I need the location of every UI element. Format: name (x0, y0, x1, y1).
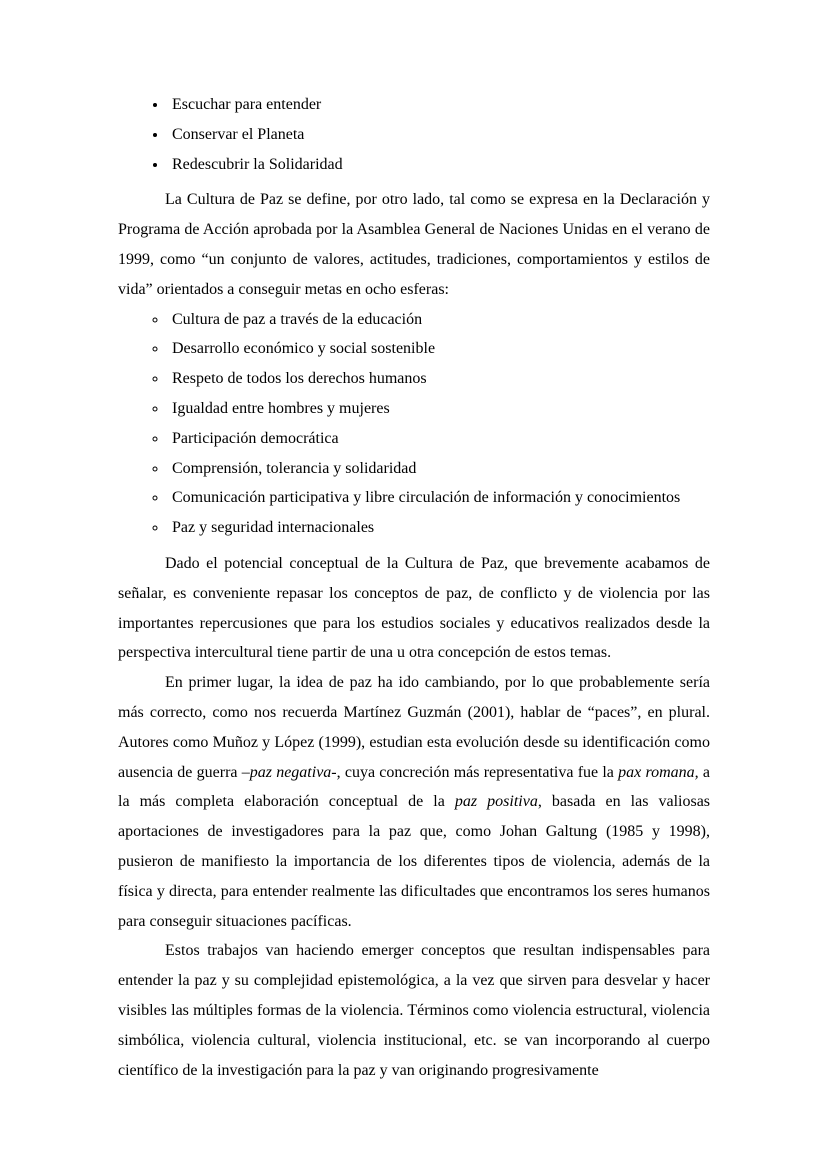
circle-bullet-list (118, 305, 710, 543)
list-item: ◦ Comunicación participativa y libre circulación de información y conocimientos (168, 483, 710, 513)
list-item: ◦ Comprensión, tolerancia y solidaridad (168, 454, 710, 484)
list-item: • Redescubrir la Solidaridad (168, 150, 710, 180)
document-content (118, 90, 710, 1085)
disc-bullet-list (118, 90, 710, 179)
paragraph (118, 668, 710, 936)
paragraph (118, 936, 710, 1085)
list-item: ◦ Igualdad entre hombres y mujeres (168, 394, 710, 424)
text-run: La Cultura de Paz se define, por otro lado, tal como se expresa en la Declaración y Programa de Acción aprobada por la Asamblea General de Naciones Unidas en el verano de 1999, como “un conjunto de valores, actitudes, tradiciones, comportamientos y estilos de vida” orientados a conseguir metas en ocho esferas: (118, 191, 710, 298)
text-run: , basada en las valiosas aportaciones de investigadores para la paz que, como Johan Galtung (1985 y 1998), pusieron de manifiesto la importancia de los diferentes tipos de violencia, además de la física y directa, para entender realmente las dificultades que encontramos los seres humanos para conseguir situaciones pacíficas. (118, 793, 711, 930)
text-run: , cuya concreción más representativa fue la (336, 763, 619, 781)
text-run: a la más completa elaboración conceptual de la (118, 763, 711, 811)
text-run: Estos trabajos van haciendo emerger conceptos que resultan indispensables para entender la paz y su complejidad epistemológica, a la vez que sirven para desvelar y hacer visibles las múltiples formas de la violencia. Términos como violencia estructural, violencia simbólica, violencia cultural, violencia institucional, etc. se van incorporando al cuerpo científico de la investigación para la paz y van originando progresivamente (118, 942, 710, 1079)
list-item: ◦ Desarrollo económico y social sostenible (168, 334, 710, 364)
list-item: ◦ Cultura de paz a través de la educación (168, 305, 710, 335)
italic-text-run: paz positiva (454, 793, 538, 811)
text-run: En primer lugar, la idea de paz ha ido cambiando, por lo que probablemente sería más correcto, como nos recuerda Martínez Guzmán (2001), hablar de “paces”, en plural. Autores como Muñoz y López (1999), estudian esta evolución desde su identificación como ausencia de guerra (118, 674, 710, 781)
paragraph (118, 549, 710, 668)
list-item: ◦ Paz y seguridad internacionales (168, 513, 710, 543)
list-item: ◦ Participación democrática (168, 424, 710, 454)
text-run: Dado el potencial conceptual de la Cultura de Paz, que brevemente acabamos de señalar, es conveniente repasar los conceptos de paz, de conflicto y de violencia por las importantes repercusiones que para los estudios sociales y educativos realizados desde la perspectiva intercultural tiene partir de una u otra concepción de estos temas. (118, 554, 710, 662)
list-item: ◦ Respeto de todos los derechos humanos (168, 364, 710, 394)
italic-text-run: pax romana, (618, 763, 699, 781)
list-item: • Escuchar para entender (168, 90, 710, 120)
italic-text-run: –paz negativa- (241, 763, 337, 781)
list-item: • Conservar el Planeta (168, 120, 710, 150)
paragraph (118, 185, 710, 304)
